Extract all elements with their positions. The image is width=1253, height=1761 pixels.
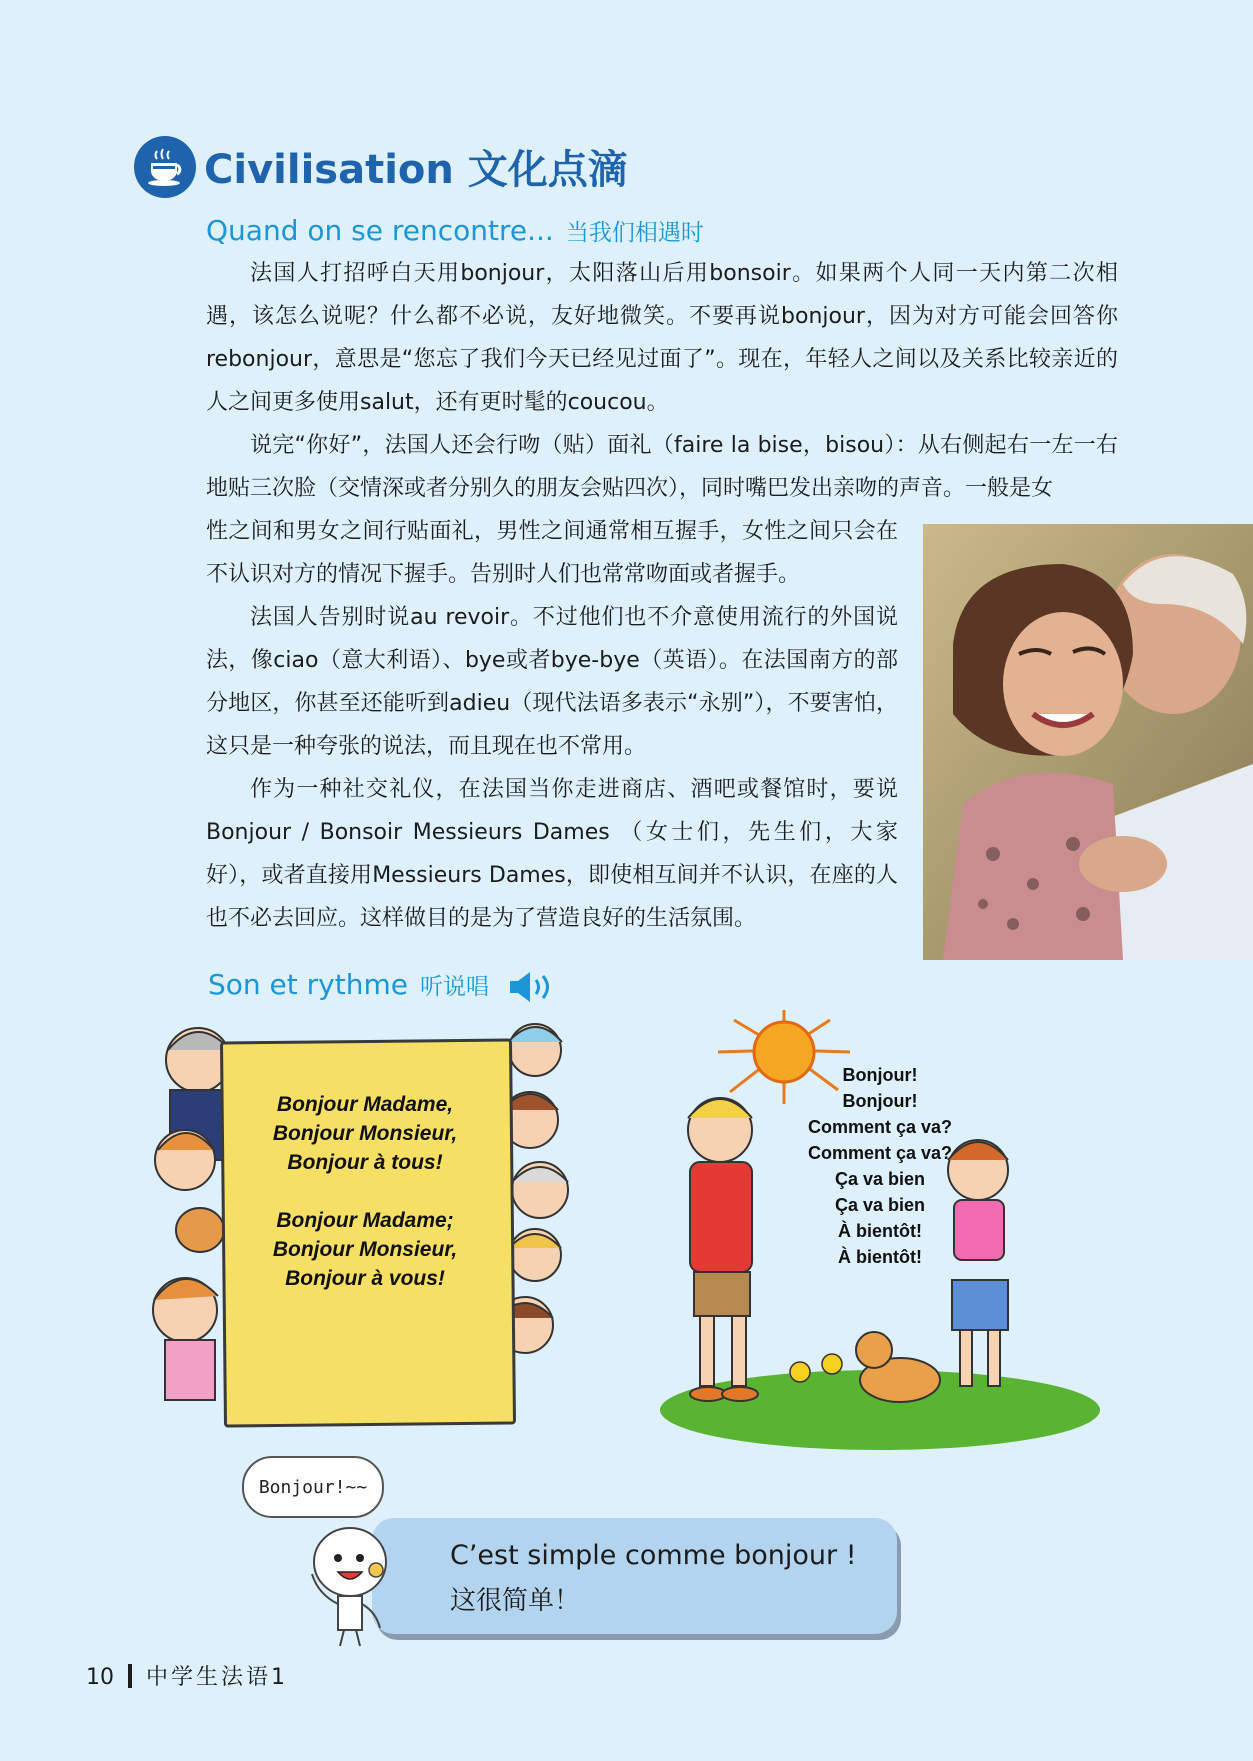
paragraph-bise: 说完“你好”，法国人还会行吻（贴）面礼（faire la bise，bisou）：从右侧起右一左一右地贴三次脸（交情深或者分别久的朋友会贴四次），同时嘴巴发出亲吻的声音。一般是女 [206,433,1118,501]
paragraph-social-etiquette: 作为一种社交礼仪，在法国当你走进商店、酒吧或餐馆时，要说Bonjour / Bonsoir Messieurs Dames （女士们，先生们，大家好），或者直接用Messieurs Dames，即使相互间并不认识，在座的人也不必去回应。这样做目的是为了营造良好的生活氛围。 [206,777,898,931]
lyric-line: Bonjour! [842,1091,918,1111]
heading-fr: Son et rythme [208,968,408,1001]
song-lyrics [780,1062,980,1270]
paragraph-bonjour: 法国人打招呼白天用bonjour，太阳落山后用bonsoir。如果两个人同一天内第二次相遇，该怎么说呢？什么都不必说，友好地微笑。不要再说bonjour，因为对方可能会回答你rebonjour，意思是“您忘了我们今天已经见过面了”。现在，年轻人之间以及关系比较亲近的人之间更多使用salut，还有更时髦的coucou。 [206,261,1118,415]
section-heading-son-et-rythme [208,968,489,1001]
poster-line: Bonjour Madame; [276,1209,454,1232]
lyric-line: Comment ça va? [807,1143,953,1163]
quote-french: C’est simple comme bonjour ! [450,1540,857,1571]
page-title: Civilisation 文化点滴 [204,147,628,193]
speech-bubble: Bonjour!~~ [242,1456,384,1518]
poster-line: Bonjour Madame, [276,1093,454,1116]
heading-zh: 听说唱 [419,974,489,1000]
paragraph-bise-cont: 性之间和男女之间行贴面礼，男性之间通常相互握手，女性之间只会在不认识对方的情况下握手。告别时人们也常常吻面或者握手。 [206,519,898,587]
coffee-cup-icon [134,136,196,198]
speaker-audio-icon[interactable] [506,970,560,1008]
book-title: 中学生法语1 [146,1665,288,1690]
page-number: 10 [86,1665,114,1690]
section-heading-rencontre [206,214,704,247]
mascot-character-icon [300,1520,400,1654]
footer-divider [128,1664,132,1688]
poster-line: Bonjour à tous! [287,1151,443,1174]
lyric-line: À bientôt! [838,1247,922,1267]
quote-chinese: 这很简单！ [450,1586,581,1616]
poster-line: Bonjour Monsieur, [272,1122,458,1145]
lyric-line: À bientôt! [838,1221,922,1241]
heading-fr: Quand on se rencontre... [206,214,554,247]
poster-text [240,1090,490,1293]
photo-bise-greeting [923,524,1253,960]
lyric-line: Bonjour! [842,1065,918,1085]
lyric-line: Ça va bien [834,1169,926,1189]
poster-line: Bonjour à vous! [285,1267,445,1290]
poster-line: Bonjour Monsieur, [272,1238,458,1261]
paragraph-au-revoir: 法国人告别时说au revoir。不过他们也不介意使用流行的外国说法，像ciao（意大利语）、bye或者bye-bye（英语）。在法国南方的部分地区，你甚至还能听到adieu（现代法语多表示“永别”），不要害怕，这只是一种夸张的说法，而且现在也不常用。 [206,605,898,759]
heading-zh: 当我们相遇时 [565,220,704,246]
page-footer [86,1660,288,1691]
lyric-line: Ça va bien [834,1195,926,1215]
lyric-line: Comment ça va? [807,1117,953,1137]
